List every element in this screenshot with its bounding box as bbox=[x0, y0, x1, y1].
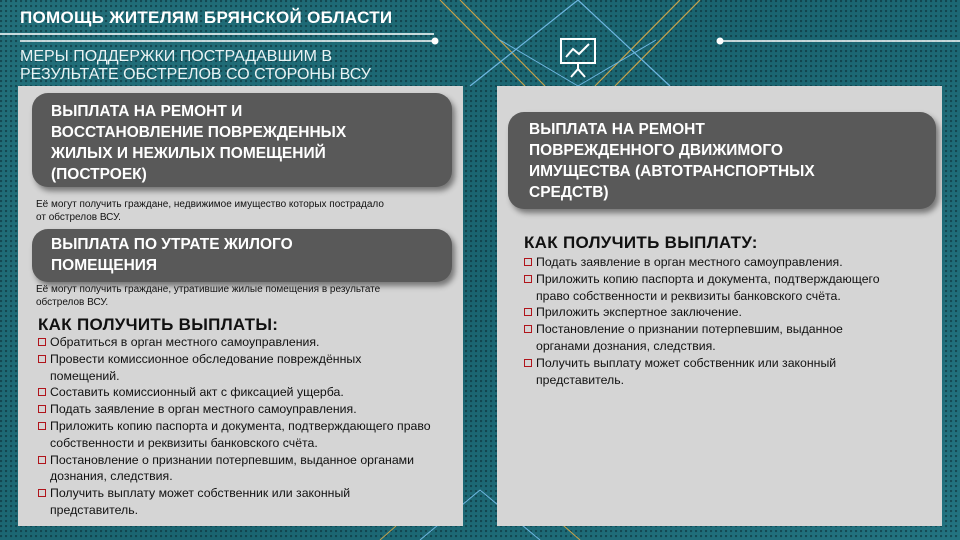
housing-loss-description bbox=[36, 283, 436, 309]
presentation-board-icon bbox=[558, 36, 598, 78]
how-to-get-heading: КАК ПОЛУЧИТЬ ВЫПЛАТУ: bbox=[524, 233, 758, 252]
step-text: представитель. bbox=[50, 502, 139, 517]
checkbox-bullet-icon bbox=[38, 338, 46, 346]
list-item bbox=[524, 304, 919, 321]
step-text: органами дознания, следствия. bbox=[536, 338, 716, 353]
step-text: Подать заявление в орган местного самоуправления. bbox=[50, 402, 357, 417]
heading-line: ПОВРЕЖДЕННОГО ДВИЖИМОГО bbox=[529, 142, 783, 159]
checkbox-bullet-icon bbox=[38, 422, 46, 430]
subtitle-line: РЕЗУЛЬТАТЕ ОБСТРЕЛОВ СО СТОРОНЫ ВСУ bbox=[20, 66, 371, 83]
list-item bbox=[524, 271, 919, 305]
checkbox-bullet-icon bbox=[524, 308, 532, 316]
checkbox-bullet-icon bbox=[38, 405, 46, 413]
step-text: помещений. bbox=[50, 368, 120, 383]
heading-line: ПОМЕЩЕНИЯ bbox=[51, 257, 158, 274]
step-text: представитель. bbox=[536, 372, 625, 387]
checkbox-bullet-icon bbox=[38, 456, 46, 464]
page-title: ПОМОЩЬ ЖИТЕЛЯМ БРЯНСКОЙ ОБЛАСТИ bbox=[20, 8, 393, 27]
list-item bbox=[38, 334, 466, 351]
step-text: Получить выплату может собственник или законный bbox=[50, 486, 351, 501]
step-text: Постановление о признании потерпевшим, выданное органами bbox=[50, 452, 415, 467]
step-text: Составить комиссионный акт с фиксацией ущерба. bbox=[50, 385, 344, 400]
checkbox-bullet-icon bbox=[38, 388, 46, 396]
description-line: Её могут получить граждане, утратившие жилые помещения в результате bbox=[36, 284, 381, 295]
checkbox-bullet-icon bbox=[38, 489, 46, 497]
list-item bbox=[38, 351, 466, 385]
list-item bbox=[38, 401, 466, 418]
left-panel bbox=[18, 86, 463, 526]
checkbox-bullet-icon bbox=[524, 258, 532, 266]
how-to-get-heading: КАК ПОЛУЧИТЬ ВЫПЛАТЫ: bbox=[38, 315, 279, 334]
heading-line: СРЕДСТВ) bbox=[529, 184, 609, 201]
subtitle-line: МЕРЫ ПОДДЕРЖКИ ПОСТРАДАВШИМ В bbox=[20, 48, 333, 65]
step-text: Приложить экспертное заключение. bbox=[536, 305, 742, 320]
step-text: Приложить копию паспорта и документа, подтверждающего bbox=[536, 271, 880, 286]
list-item bbox=[38, 384, 466, 401]
list-item bbox=[524, 355, 919, 389]
description-line: Её могут получить граждане, недвижимое имущество которых пострадало bbox=[36, 199, 384, 210]
step-text: Подать заявление в орган местного самоуправления. bbox=[536, 255, 843, 269]
list-item bbox=[38, 418, 466, 452]
heading-line: ВЫПЛАТА ПО УТРАТЕ ЖИЛОГО bbox=[51, 236, 293, 253]
heading-line: (ПОСТРОЕК) bbox=[51, 166, 147, 183]
step-text: Получить выплату может собственник или законный bbox=[536, 355, 837, 370]
step-text: Провести комиссионное обследование повреждённых bbox=[50, 351, 362, 366]
housing-loss-payment-heading bbox=[32, 229, 452, 282]
repair-housing-payment-heading bbox=[32, 93, 452, 187]
page-subtitle bbox=[20, 48, 440, 84]
steps-list bbox=[524, 254, 919, 388]
heading-line: ИМУЩЕСТВА (АВТОТРАНСПОРТНЫХ bbox=[529, 163, 815, 180]
heading-line: ВОССТАНОВЛЕНИЕ ПОВРЕЖДЕННЫХ bbox=[51, 124, 347, 141]
description-line: от обстрелов ВСУ. bbox=[36, 212, 121, 223]
right-panel bbox=[497, 86, 942, 526]
step-text: дознания, следствия. bbox=[50, 469, 173, 484]
list-item bbox=[38, 485, 466, 519]
step-text: Обратиться в орган местного самоуправления. bbox=[50, 335, 320, 349]
heading-line: ЖИЛЫХ И НЕЖИЛЫХ ПОМЕЩЕНИЙ bbox=[51, 145, 326, 162]
repair-housing-description bbox=[36, 198, 436, 224]
vehicle-repair-payment-heading bbox=[508, 112, 936, 209]
list-item bbox=[524, 321, 919, 355]
step-text: собственности и реквизиты банковского счёта. bbox=[50, 435, 318, 450]
steps-list bbox=[38, 334, 466, 519]
list-item bbox=[524, 254, 919, 271]
checkbox-bullet-icon bbox=[524, 275, 532, 283]
checkbox-bullet-icon bbox=[524, 325, 532, 333]
description-line: обстрелов ВСУ. bbox=[36, 297, 109, 308]
checkbox-bullet-icon bbox=[524, 359, 532, 367]
heading-line: ВЫПЛАТА НА РЕМОНТ И bbox=[51, 103, 243, 120]
step-text: Приложить копию паспорта и документа, подтверждающего право bbox=[50, 418, 431, 433]
checkbox-bullet-icon bbox=[38, 355, 46, 363]
step-text: право собственности и реквизиты банковского счёта. bbox=[536, 288, 841, 303]
list-item bbox=[38, 452, 466, 486]
heading-line: ВЫПЛАТА НА РЕМОНТ bbox=[529, 121, 705, 138]
step-text: Постановление о признании потерпевшим, выданное bbox=[536, 322, 843, 337]
